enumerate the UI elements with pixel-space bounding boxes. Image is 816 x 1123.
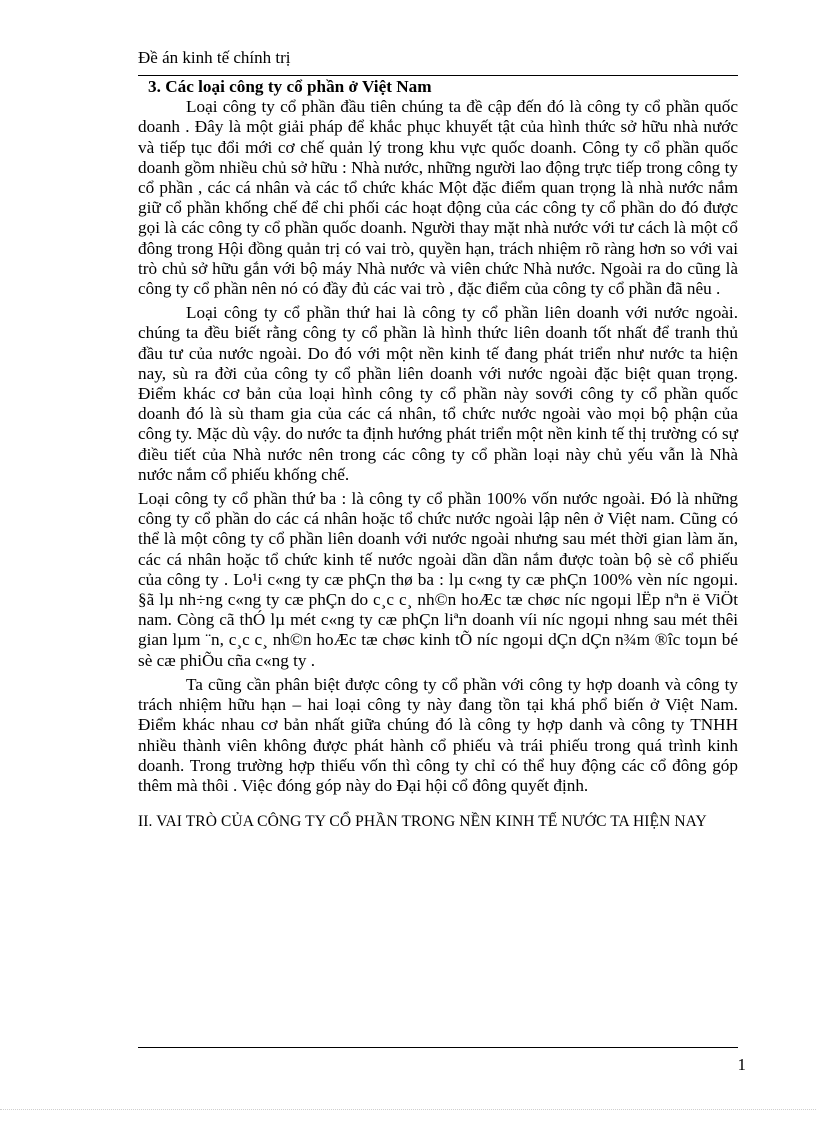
- paragraph-state-owned: Loại công ty cổ phần đầu tiên chúng ta đề cập đến đó là công ty cổ phần quốc doanh . Đây là một giải pháp để khắc phục khuyết tật của hình thức sở hữu nhà nước và tiếp tục đổi mới cơ chế quản lý trong khu vực quốc doanh. Công ty cổ phần quốc doanh gồm nhiều chủ sở hữu : Nhà nước, những người lao động trực tiếp trong công ty cổ phần , các cá nhân và các tổ chức khác Một đặc điểm quan trọng là nhà nước nắm giữ cổ phần khống chế để chi phối các hoạt động của các công ty cổ phần do đó được gọi là các công ty cổ phần quốc doanh. Người thay mặt nhà nước với tư cách là một cổ đông trong Hội đồng quản trị có vai trò, quyền hạn, trách nhiệm rõ ràng hơn so với vai trò chủ sở hữu gắn với bộ máy Nhà nước và viên chức Nhà nước. Ngoài ra do cũng là công ty cổ phần nên nó có đầy đủ các vai trò , đặc điểm của công ty cổ phần đã nêu .: [138, 97, 738, 299]
- page-bottom-edge: [0, 1109, 816, 1110]
- paragraph-joint-venture: Loại công ty cổ phần thứ hai là công ty cổ phần liên doanh với nước ngoài. chúng ta đều biết rằng công ty cổ phần là hình thức liên doanh tốt nhất để tranh thủ đầu tư của nước ngoài. Do đó với một nền kinh tế đang phát triển như nước ta hiện nay, sù ra đời của công ty cổ phần liên doanh với nước ngoài đặc biệt quan trọng. Điểm khác cơ bản của loại hình công ty cổ phần này sovới công ty cổ phần quốc doanh đó là sù tham gia của các cá nhân, tổ chức nước ngoài vào mọi bộ phận của công ty. Mặc dù vậy. do nước ta định hướng phát triển một nền kinh tế thị trường có sự điều tiết của Nhà nước nên trong các công ty cổ phần loại này chủ yếu vẫn là Nhà nước nắm cổ phiếu khống chế.: [138, 303, 738, 484]
- page-number: 1: [737, 1055, 746, 1074]
- paragraph-company-comparison: Ta cũng cần phân biệt được công ty cổ phần với công ty hợp doanh và công ty trách nhiệm hữu hạn – hai loại công ty này đang tồn tại khá phổ biến ở Việt Nam. Điểm khác nhau cơ bản nhất giữa chúng đó là công ty hợp danh và công ty TNHH nhiều thành viên không được phát hành cổ phiếu và trái phiếu trong quá trình kinh doanh. Trong trường hợp thiếu vốn thì công ty chỉ có thể huy động các cổ đông góp thêm mà thôi . Việc đóng góp này do Đại hội cổ đông quyết định.: [138, 674, 738, 795]
- paragraph-foreign-owned-text: Loại công ty cổ phần thứ ba : là công ty cổ phần 100% vốn nước ngoài. Đó là những công ty cổ phần do các cá nhân hoặc tổ chức nước ngoài lập nên ở Việt nam. Cũng có thể là một công ty cổ phần liên doanh với nước ngoài nhưng sau mét thời gian làm ăn, các cá nhân hoặc tổ chức kinh tế nước ngoài dần dần nắm được toàn bộ sè cổ phiếu của công ty .: [138, 489, 738, 589]
- chapter-heading: II. VAI TRÒ CỦA CÔNG TY CỔ PHẦN TRONG NỀN KINH TẾ NƯỚC TA HIỆN NAY: [138, 813, 707, 831]
- footer-divider: [138, 1047, 738, 1048]
- paragraph-foreign-owned-garbled: Lo¹i c«ng ty cæ phÇn thø ba : lµ c«ng ty cæ phÇn 100% vèn níc ngoµi. §ã lµ nh÷ng c«ng ty cæ phÇn do c¸c c¸ nh©n hoÆc tæ chøc níc ngoµi lËp nªn ë ViÖt nam. Còng cã thÓ lµ mét c«ng ty cæ phÇn liªn doanh víi níc ngoµi nhng sau mét thêi gian lµm ¨n, c¸c c¸ nh©n hoÆc tæ chøc kinh tÕ níc ngoµi dÇn dÇn n¾m ®îc toµn bé sè cæ phiÕu cña c«ng ty .: [138, 569, 738, 670]
- page-header: Đề án kinh tế chính trị: [138, 48, 291, 67]
- document-body: [138, 77, 738, 831]
- header-divider: [138, 75, 738, 76]
- paragraph-foreign-owned: [138, 489, 738, 671]
- section-title: 3. Các loại công ty cổ phần ở Việt Nam: [148, 77, 432, 96]
